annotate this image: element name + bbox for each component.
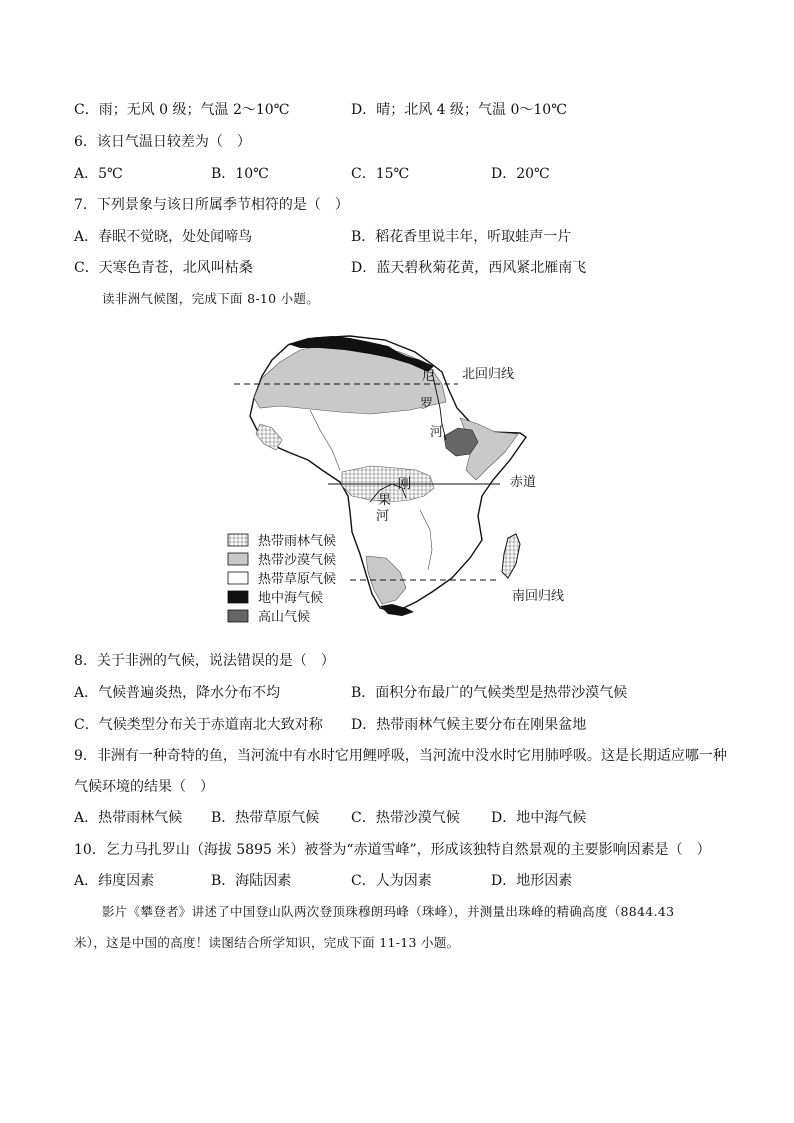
q6-stem: 6．该日气温日较差为（ ） [74, 134, 251, 150]
q9-option-a: A．热带雨林气候 [74, 810, 183, 826]
q9-stem-line2: 气候环境的结果（ ） [74, 779, 214, 795]
congo-label-3: 河 [376, 509, 390, 524]
legend-swatch-highland [228, 610, 248, 622]
q8-option-a: A．气候普遍炎热，降水分布不均 [74, 685, 281, 701]
legend-swatch-desert [228, 553, 248, 565]
q6-option-c: C．15℃ [351, 166, 410, 182]
q7-option-d: D．蓝天碧秋菊花黄，西风紧北雁南飞 [351, 260, 587, 276]
q10-option-a: A．纬度因素 [74, 873, 155, 889]
q9-stem-line1: 9．非洲有一种奇特的鱼，当河流中有水时它用鲤呼吸，当河流中没水时它用肺呼吸。这是长期适应哪一种 [74, 748, 727, 764]
congo-label-2: 果 [378, 493, 392, 508]
equator-label: 赤道 [510, 475, 537, 490]
legend-mediterranean: 地中海气候 [258, 591, 324, 606]
nile-label-3: 河 [430, 425, 444, 440]
africa-climate-map [220, 320, 565, 630]
q8-option-b: B．面积分布最广的气候类型是热带沙漠气候 [351, 685, 628, 701]
legend-swatch-savanna [228, 572, 248, 584]
q8-stem: 8．关于非洲的气候，说法错误的是（ ） [74, 653, 335, 669]
legend-swatch-rainforest [228, 534, 248, 546]
intro-11-13-line1: 影片《攀登者》讲述了中国登山队两次登顶珠穆朗玛峰（珠峰），并测量出珠峰的精确高度（8844.43 [102, 904, 675, 919]
q7-option-c: C．天寒色青苍，北风叫枯桑 [74, 260, 253, 276]
congo-label-1: 刚 [398, 477, 412, 492]
nile-label-1: 尼 [422, 369, 436, 384]
q10-stem: 10．乞力马扎罗山（海拔 5895 米）被誉为“赤道雪峰”，形成该独特自然景观的主要影响因素是（ ） [74, 842, 711, 858]
q9-option-b: B．热带草原气候 [211, 810, 320, 826]
q6-option-d: D．20℃ [491, 166, 550, 182]
q9-option-c: C．热带沙漠气候 [351, 810, 460, 826]
map-legend [228, 533, 336, 625]
legend-highland: 高山气候 [258, 610, 311, 625]
q6-option-b: B．10℃ [211, 166, 269, 182]
legend-desert: 热带沙漠气候 [258, 553, 337, 568]
q10-option-d: D．地形因素 [491, 873, 573, 889]
tropic-north-label: 北回归线 [462, 367, 515, 382]
intro-8-10: 读非洲气候图，完成下面 8-10 小题。 [102, 291, 320, 306]
legend-swatch-mediterranean [228, 591, 248, 603]
q8-option-d: D．热带雨林气候主要分布在刚果盆地 [351, 717, 587, 733]
q8-option-c: C．气候类型分布关于赤道南北大致对称 [74, 717, 323, 733]
q5-option-c: C．雨；无风 0 级；气温 2～10℃ [74, 102, 290, 118]
q5-option-d: D．晴；北风 4 级；气温 0～10℃ [351, 102, 567, 118]
q9-option-d: D．地中海气候 [491, 810, 587, 826]
intro-11-13-line2: 米），这是中国的高度！读图结合所学知识，完成下面 11-13 小题。 [74, 935, 460, 950]
q10-option-b: B．海陆因素 [211, 873, 292, 889]
q7-option-b: B．稻花香里说丰年，听取蛙声一片 [351, 229, 572, 245]
tropic-south-label: 南回归线 [512, 589, 565, 604]
q7-option-a: A．春眠不觉晓，处处闻啼鸟 [74, 229, 253, 245]
legend-rainforest: 热带雨林气候 [258, 534, 337, 549]
madagascar [502, 534, 520, 578]
legend-savanna: 热带草原气候 [258, 572, 337, 587]
q10-option-c: C．人为因素 [351, 873, 432, 889]
nile-label-2: 罗 [420, 397, 434, 412]
q6-option-a: A．5℃ [74, 166, 123, 182]
q7-stem: 7．下列景象与该日所属季节相符的是（ ） [74, 197, 349, 213]
